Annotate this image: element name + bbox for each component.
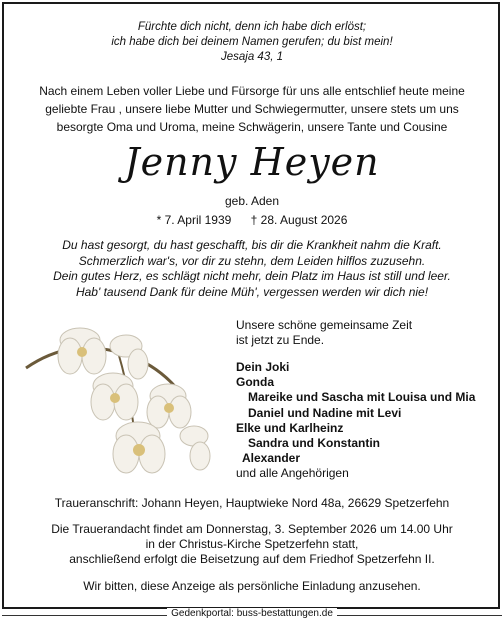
service-info	[0, 522, 504, 567]
intro-line-3: besorgte Oma und Uroma, meine Schwägerin, unsere Tante und Cousine	[56, 120, 448, 134]
orchid-image	[18, 316, 218, 486]
mourner-7: Alexander	[242, 451, 301, 466]
birth-date: * 7. April 1939	[156, 213, 232, 227]
service-line-3: anschließend erfolgt die Beisetzung auf dem Friedhof Spetzerfehn II.	[69, 552, 435, 566]
poem-line-3: Dein gutes Herz, es schlägt nicht mehr, dein Platz im Haus ist still und leer.	[53, 269, 451, 283]
mourners-list	[236, 318, 475, 481]
death-date: † 28. August 2026	[250, 213, 348, 227]
intro-line-2: geliebte Frau , unsere liebe Mutter und Schwiegermutter, unsere stets um uns	[45, 102, 459, 116]
portal-link[interactable]: Gedenkportal: buss-bestattungen.de	[167, 608, 337, 619]
mourner-4: Daniel und Nadine mit Levi	[248, 405, 402, 420]
verse-reference: Jesaja 43, 1	[220, 51, 283, 63]
intro-text	[0, 82, 504, 136]
service-line-1: Die Trauerandacht findet am Donnerstag, 3. September 2026 um 14.00 Uhr	[51, 522, 453, 536]
life-dates	[0, 213, 504, 227]
service-line-2: in der Christus-Kirche Spetzerfehn statt,	[145, 537, 359, 551]
portal-footer	[2, 609, 502, 621]
bible-verse	[0, 20, 504, 65]
mourner-1: Dein Joki	[236, 360, 290, 374]
intro-line-1: Nach einem Leben voller Liebe und Fürsorge für uns alle entschlief heute meine	[39, 84, 465, 98]
verse-line-1: Fürchte dich nicht, denn ich habe dich erlöst;	[137, 21, 367, 33]
mourner-3: Mareike und Sascha mit Louisa und Mia	[248, 390, 476, 405]
verse-line-2: ich habe dich bei deinem Namen gerufen; du bist mein!	[111, 36, 393, 48]
memorial-poem	[0, 238, 504, 300]
poem-line-4: Hab' tausend Dank für deine Müh', vergessen werden wir dich nie!	[75, 284, 429, 299]
poem-line-1: Du hast gesorgt, du hast geschafft, bis dir die Krankheit nahm die Kraft.	[62, 238, 442, 252]
invitation-note: Wir bitten, diese Anzeige als persönliche Einladung anzusehen.	[83, 579, 421, 593]
mourner-2: Gonda	[236, 375, 274, 390]
deceased-name: Jenny Heyen	[124, 140, 380, 184]
poem-line-2: Schmerzlich war's, vor dir zu stehn, dem Leiden hilflos zuzusehn.	[78, 253, 426, 268]
mourners-closing: und alle Angehörigen	[236, 466, 349, 481]
mourner-5: Elke und Karlheinz	[236, 420, 344, 435]
mourner-6: Sandra und Konstantin	[248, 436, 380, 451]
family-quote	[236, 318, 475, 348]
maiden-name: geb. Aden	[224, 194, 280, 208]
mourning-address: Traueranschrift: Johann Heyen, Hauptwieke Nord 48a, 26629 Spetzerfehn	[54, 496, 450, 510]
family-quote-line-2: ist jetzt zu Ende.	[236, 333, 325, 347]
family-quote-line-1: Unsere schöne gemeinsame Zeit	[236, 318, 413, 332]
